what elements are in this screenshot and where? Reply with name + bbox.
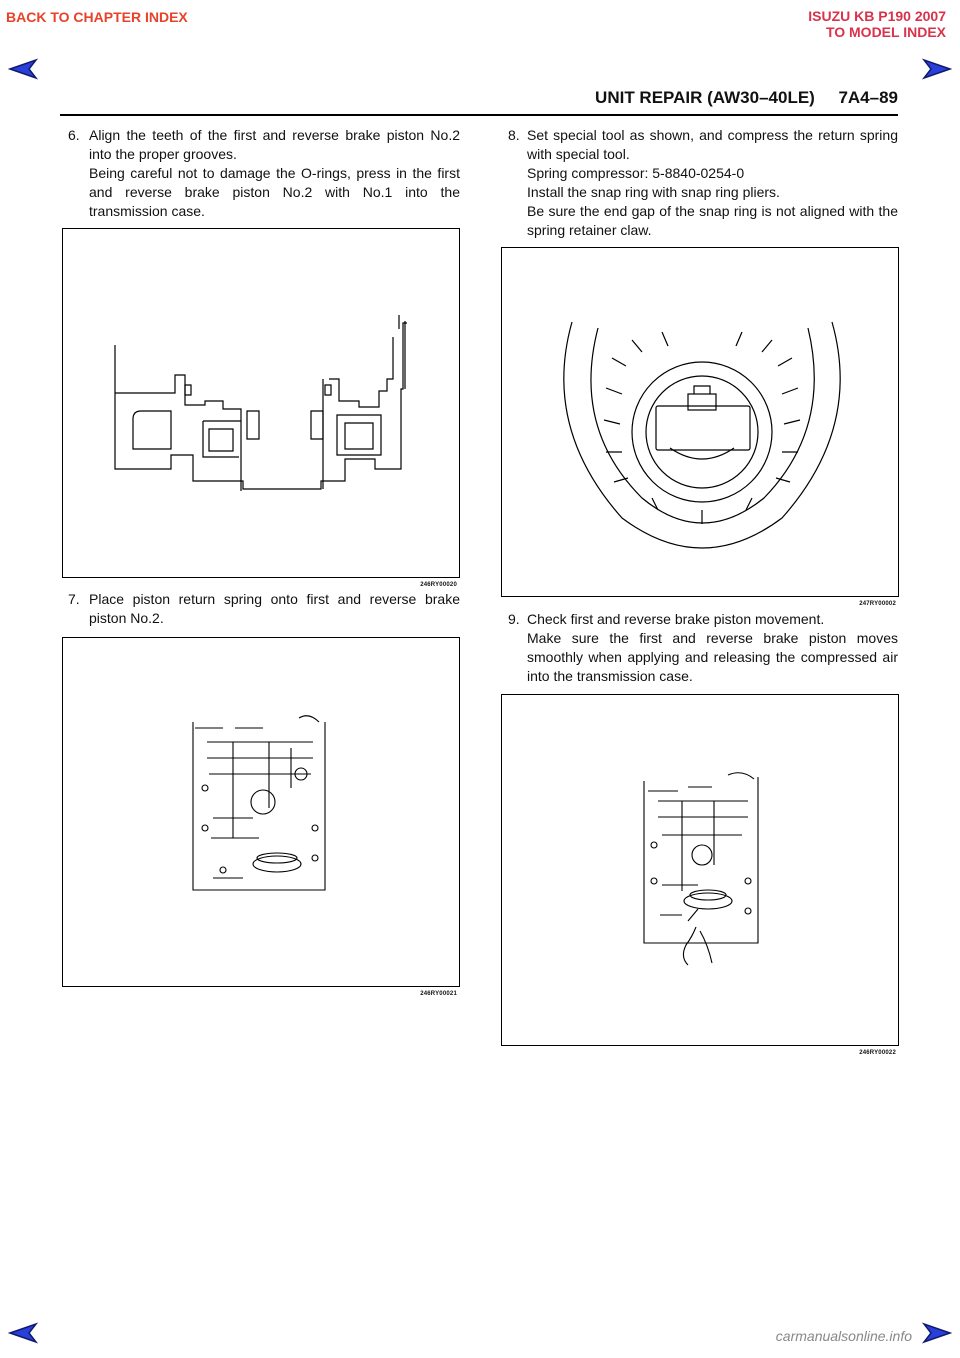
air-check-drawing [502, 695, 898, 1045]
right-arrow-icon[interactable] [922, 58, 952, 80]
figure-return-spring [62, 637, 460, 997]
valve-body-case-drawing [63, 638, 459, 986]
left-arrow-icon[interactable] [8, 58, 38, 80]
left-arrow-icon[interactable] [8, 1322, 38, 1344]
step-text: Align the teeth of the first and reverse brake piston No.2 into the proper grooves. [89, 127, 460, 162]
step-8 [508, 126, 898, 240]
step-6 [68, 126, 460, 221]
step-text: Being careful not to damage the O-rings, press in the first and reverse brake piston No.2 with No.1 into the transmission case. [89, 165, 460, 219]
model-index-block[interactable] [808, 8, 946, 40]
step-number: 9. [508, 611, 520, 627]
step-9 [508, 610, 898, 686]
step-text: Be sure the end gap of the snap ring is not aligned with the spring retainer claw. [527, 203, 898, 238]
footer-watermark-link[interactable]: carmanualsonline.info [775, 1328, 912, 1344]
figure-code: 247RY00002 [859, 601, 896, 607]
figure-piston-install [62, 228, 460, 588]
step-number: 6. [68, 127, 80, 143]
model-title: ISUZU KB P190 2007 [808, 8, 946, 24]
transmission-case-section-drawing [63, 229, 459, 577]
step-text: Check first and reverse brake piston movement. [527, 611, 825, 627]
step-text: Place piston return spring onto first and reverse brake piston No.2. [89, 591, 460, 626]
step-text: Install the snap ring with snap ring pliers. [527, 184, 780, 200]
spring-compressor-drawing [502, 248, 898, 596]
to-model-index-link[interactable]: TO MODEL INDEX [825, 24, 946, 40]
figure-code: 246RY00021 [420, 991, 457, 997]
step-text: Make sure the first and reverse brake piston moves smoothly when applying and releasing the compressed air into the transmission case. [527, 630, 898, 684]
step-number: 8. [508, 127, 520, 143]
figure-code: 246RY00020 [420, 582, 457, 588]
step-text: Set special tool as shown, and compress the return spring with special tool. [527, 127, 898, 162]
figure-spring-compressor [501, 247, 899, 607]
step-text: Spring compressor: 5-8840-0254-0 [527, 165, 745, 181]
back-to-chapter-index-link[interactable]: BACK TO CHAPTER INDEX [6, 9, 188, 25]
figure-piston-movement-check [501, 694, 899, 1056]
right-arrow-icon[interactable] [922, 1322, 952, 1344]
page-title: UNIT REPAIR (AW30–40LE) 7A4–89 [595, 88, 898, 107]
page-header [60, 88, 898, 116]
figure-code: 246RY00022 [859, 1050, 896, 1056]
step-number: 7. [68, 591, 80, 607]
step-7 [68, 590, 460, 628]
